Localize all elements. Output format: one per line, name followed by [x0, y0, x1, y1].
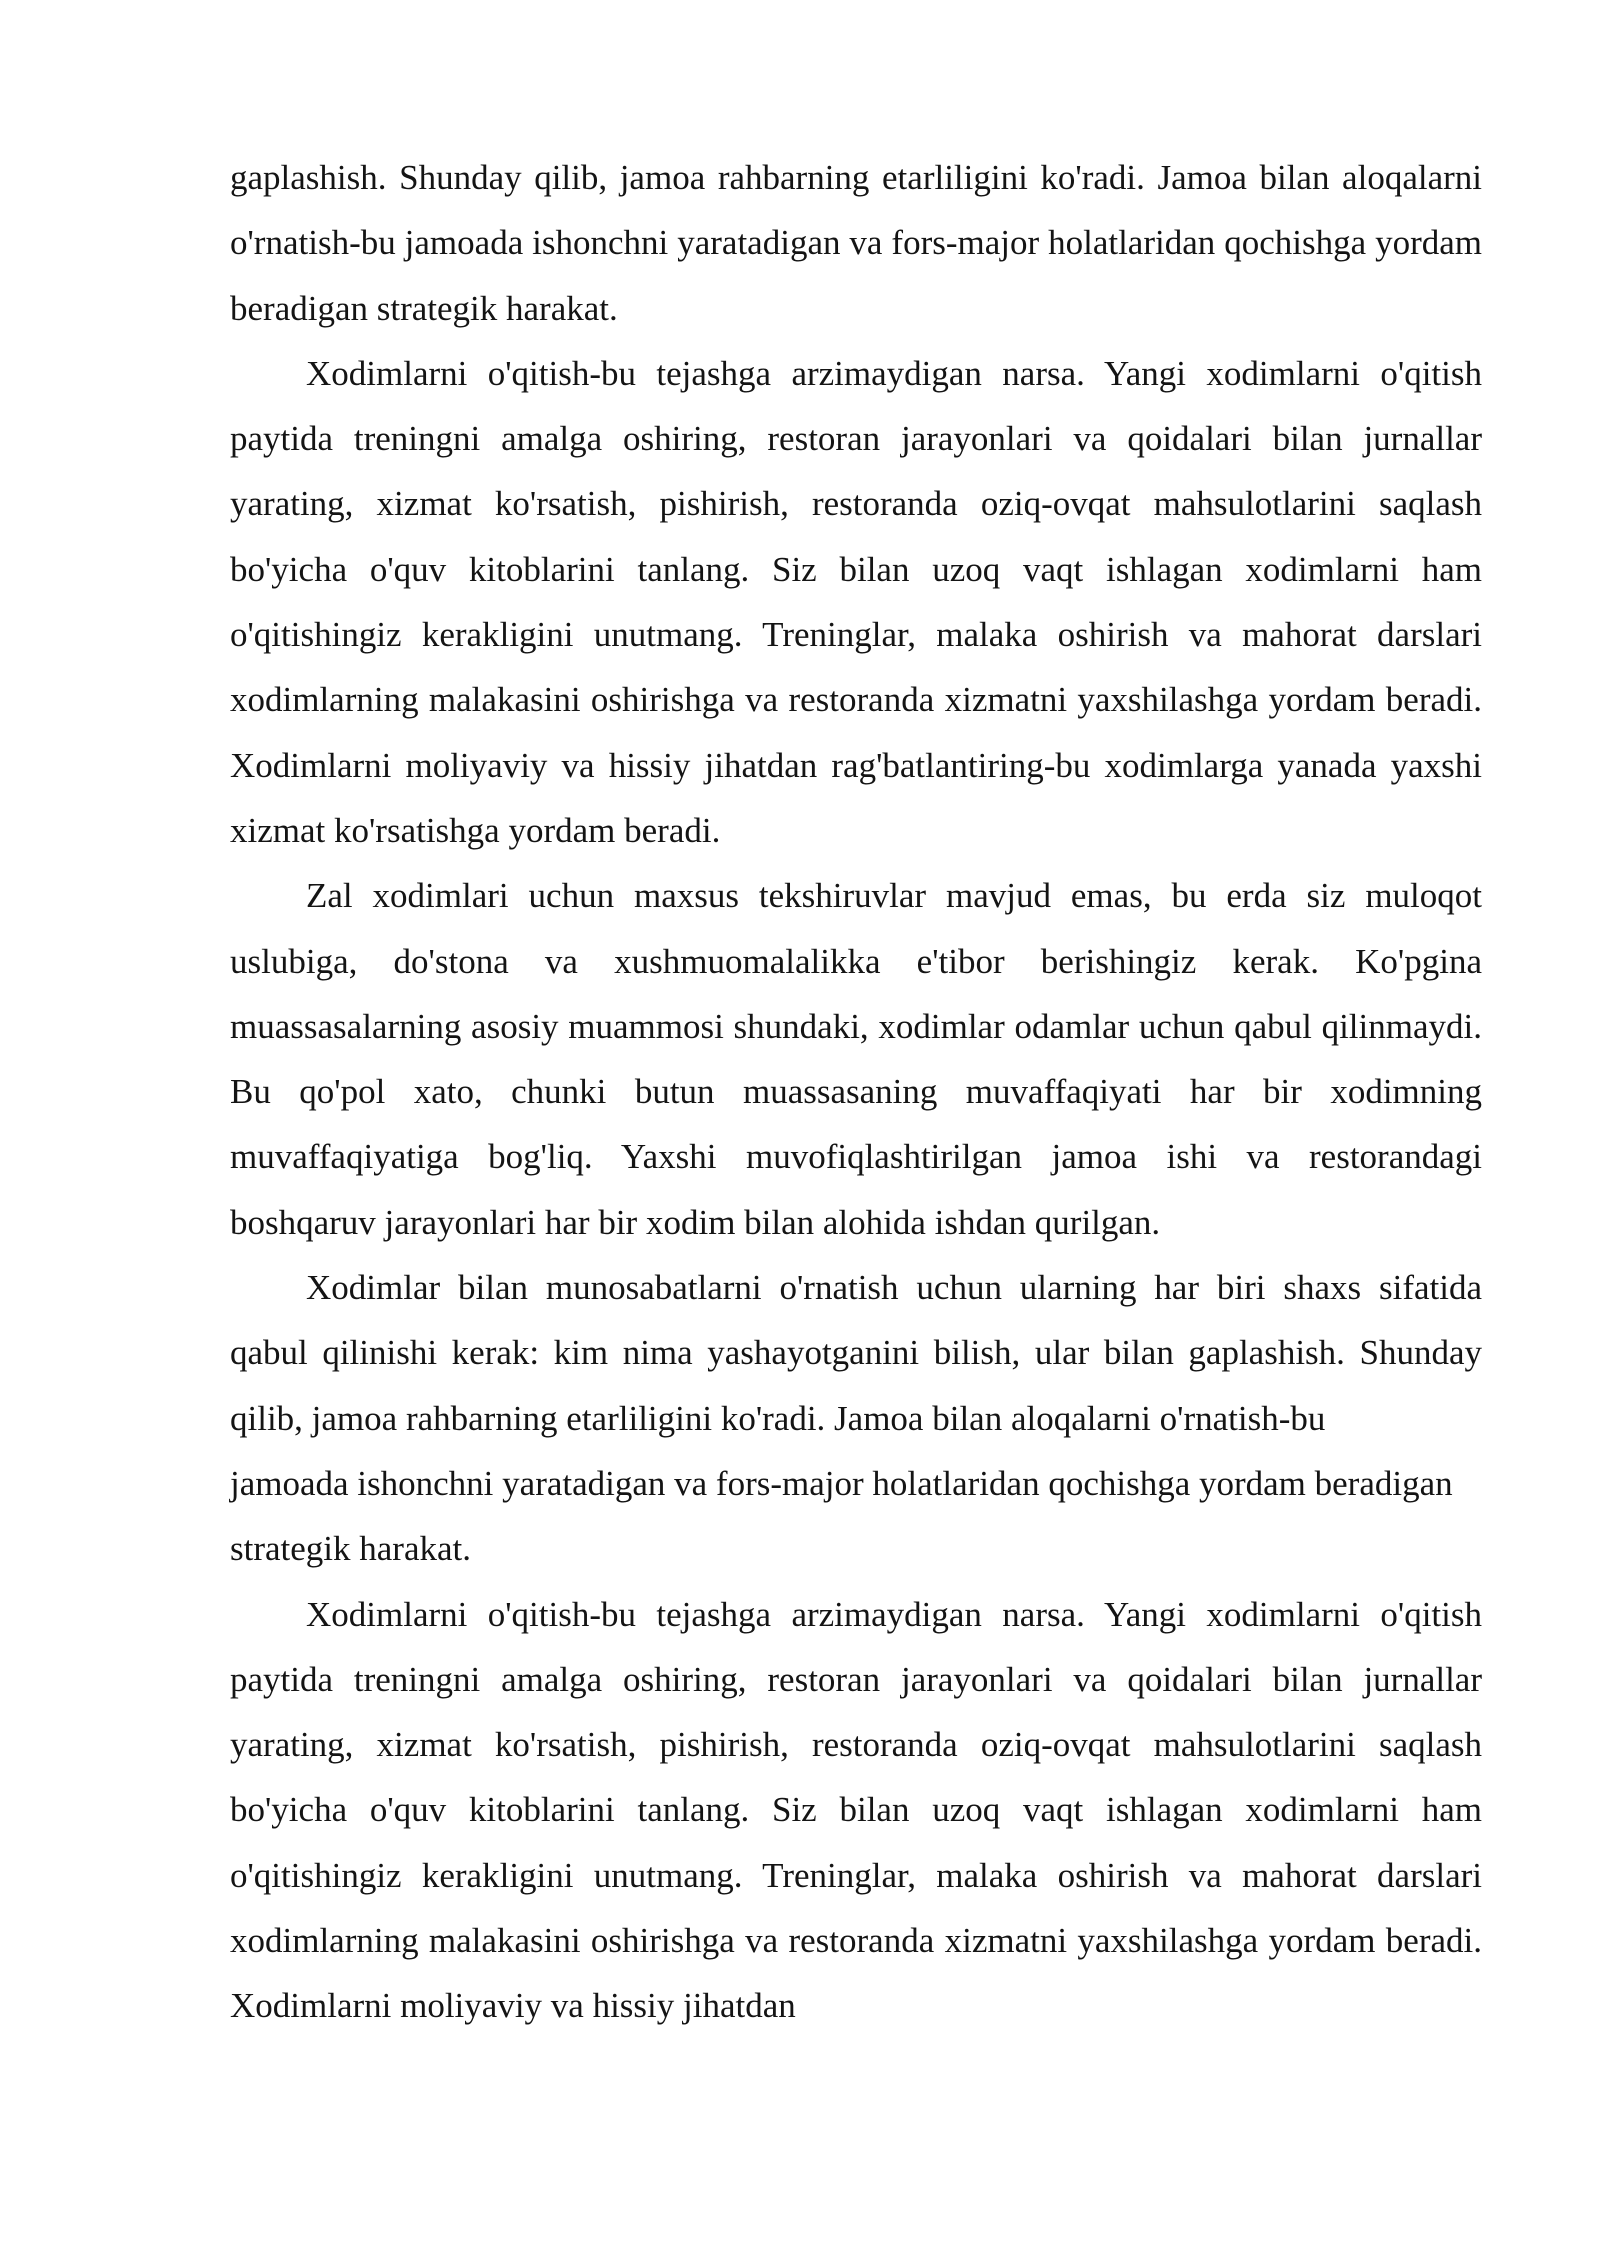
paragraph-5: jamoada ishonchni yaratadigan va fors-major holatlaridan qochishga yordam beradigan strategik harakat. — [230, 1463, 1453, 1569]
document-body — [230, 145, 1482, 2039]
paragraph-6: Xodimlarni o'qitish-bu tejashga arzimaydigan narsa. Yangi xodimlarni o'qitish paytida treningni amalga oshiring, restoran jarayonlari va qoidalari bilan jurnallar yarating, xizmat ko'rsatish, pishirish, restoranda oziq-ovqat mahsulotlarini saqlash bo'yicha o'quv kitoblarini tanlang. Siz bilan uzoq vaqt ishlagan xodimlarni ham o'qitishingiz kerakligini unutmang. Treninglar, malaka oshirish va mahorat darslari xodimlarning malakasini oshirishga va restoranda xizmatni yaxshilashga yordam beradi. Xodimlarni moliyaviy va hissiy jihatdan — [230, 1594, 1482, 2026]
paragraph-2: Xodimlarni o'qitish-bu tejashga arzimaydigan narsa. Yangi xodimlarni o'qitish paytida treningni amalga oshiring, restoran jarayonlari va qoidalari bilan jurnallar yarating, xizmat ko'rsatish, pishirish, restoranda oziq-ovqat mahsulotlarini saqlash bo'yicha o'quv kitoblarini tanlang. Siz bilan uzoq vaqt ishlagan xodimlarni ham o'qitishingiz kerakligini unutmang. Treninglar, malaka oshirish va mahorat darslari xodimlarning malakasini oshirishga va restoranda xizmatni yaxshilashga yordam beradi. Xodimlarni moliyaviy va hissiy jihatdan rag'batlantiring-bu xodimlarga yanada yaxshi xizmat ko'rsatishga yordam beradi. — [230, 353, 1482, 850]
paragraph-4: Xodimlar bilan munosabatlarni o'rnatish uchun ularning har biri shaxs sifatida qabul qilinishi kerak: kim nima yashayotganini bilish, ular bilan gaplashish. Shunday qilib, jamoa rahbarning etarliligini ko'radi. Jamoa bilan aloqalarni o'rnatish-bu — [230, 1268, 1482, 1438]
paragraph-3: Zal xodimlari uchun maxsus tekshiruvlar mavjud emas, bu erda siz muloqot uslubiga, do'stona va xushmuomalalikka e'tibor berishingiz kerak. Ko'pgina muassasalarning asosiy muammosi shundaki, xodimlar odamlar uchun qabul qilinmaydi. Bu qo'pol xato, chunki butun muassasaning muvaffaqiyati har bir xodimning muvaffaqiyatiga bog'liq. Yaxshi muvofiqlashtirilgan jamoa ishi va restorandagi boshqaruv jarayonlari har bir xodim bilan alohida ishdan qurilgan. — [230, 876, 1482, 1242]
paragraph-1: gaplashish. Shunday qilib, jamoa rahbarning etarliligini ko'radi. Jamoa bilan aloqalarni o'rnatish-bu jamoada ishonchni yaratadigan va fors-major holatlaridan qochishga yordam beradigan strategik harakat. — [230, 158, 1482, 328]
